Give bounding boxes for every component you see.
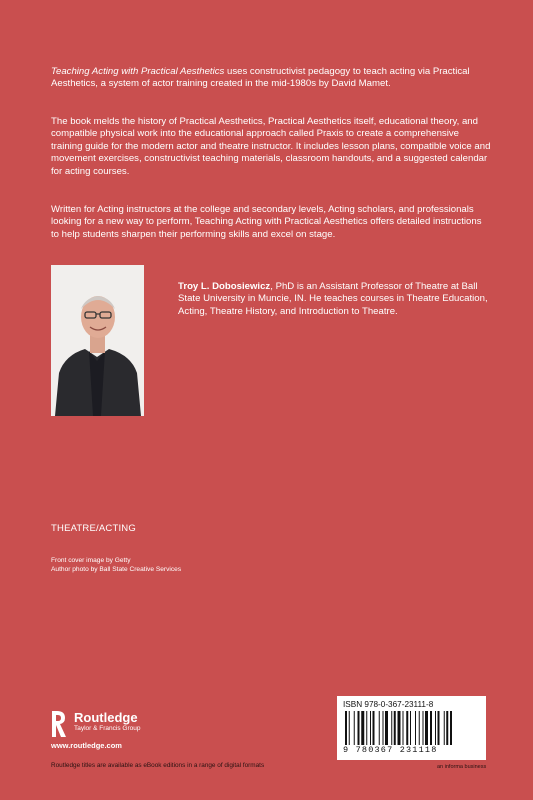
book-title-italic: Teaching Acting with Practical Aesthetics [51,66,225,77]
publisher-logo-text [74,710,140,733]
author-bio [178,281,493,318]
ebook-footnote: Routledge titles are available as eBook editions in a range of digital formats [51,762,265,769]
isbn-barcode [337,696,486,760]
barcode-digits: 9 780367 231118 [343,745,438,755]
blurb-paragraph-1 [51,66,491,91]
informa-imprint: an informa business [437,764,487,770]
routledge-logo-icon [50,709,68,739]
author-name: Troy L. Dobosiewicz [178,281,271,292]
publisher-name: Routledge [74,710,138,725]
barcode-bars-graphic [343,711,480,745]
isbn-text: ISBN 978-0-367-23111-8 [343,700,434,709]
author-photo [51,265,144,416]
blurb-paragraph-3: Written for Acting instructors at the college and secondary levels, Acting scholars, and professionals looking for a new way to perform, Teaching Acting with Practical Aesthetics offers detailed instructions to help students sharpen their performing skills and excel on stage. [51,204,482,240]
author-bio-text: , PhD is an Assistant Professor of Theatre at Ball State University in Muncie, IN. He teaches courses in Theatre Education, Acting, Theatre History, and Introduction to Theatre. [178,281,488,317]
author-portrait-graphic [51,265,144,416]
publisher-website: www.routledge.com [51,741,122,750]
blurb-paragraph-2: The book melds the history of Practical Aesthetics, Practical Aesthetics itself, educational theory, and compatible physical work into the educational approach called Praxis to create a comprehensive training guide for the modern actor and theatre instructor. It includes lesson plans, compatible voice and movement exercises, constructivist teaching materials, classroom handouts, and a suggested calendar for acting courses. [51,116,491,177]
blurb-paragraph-1-text: uses constructivist pedagogy to teach acting via Practical Aesthetics, a system of actor training created in the mid-1980s by David Mamet. [51,66,470,90]
image-credits [51,556,181,574]
category-label: THEATRE/ACTING [51,523,136,534]
publisher-group: Taylor & Francis Group [74,725,141,732]
author-photo-credit: Author photo by Ball State Creative Services [51,566,182,573]
cover-image-credit: Front cover image by Getty [51,557,131,564]
